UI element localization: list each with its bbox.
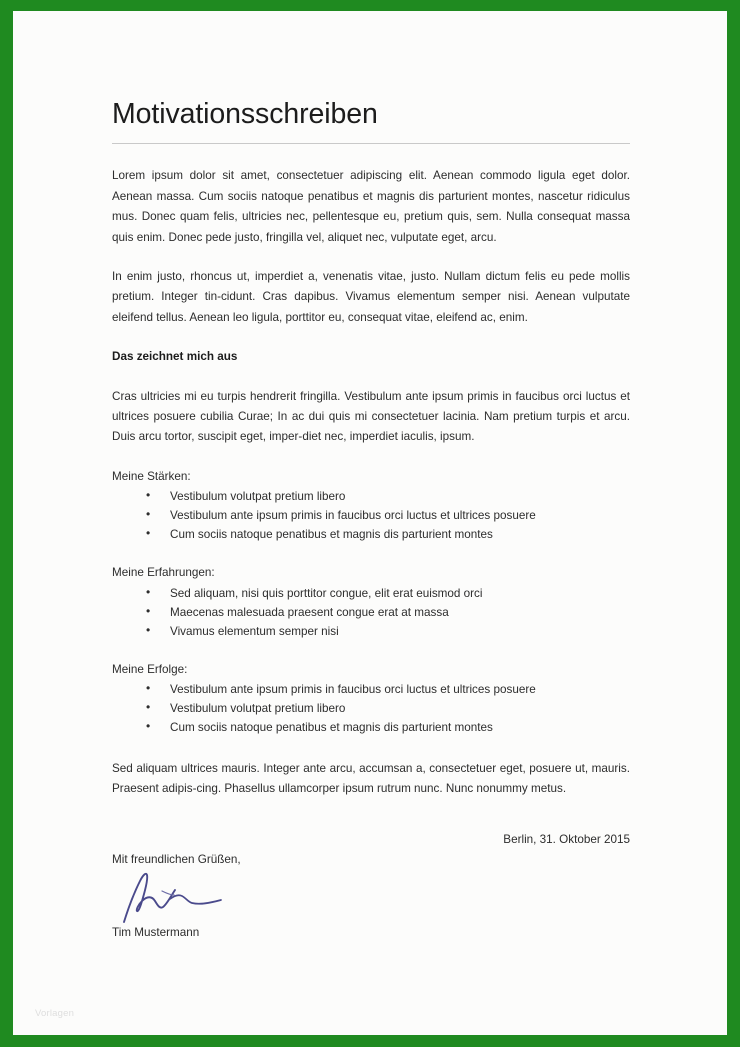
page-title: Motivationsschreiben bbox=[112, 98, 378, 130]
document-content bbox=[112, 99, 630, 941]
list-staerken bbox=[112, 487, 630, 544]
handwritten-signature-icon bbox=[118, 869, 238, 925]
body-paragraph-1: Cras ultricies mi eu turpis hendrerit fringilla. Vestibulum ante ipsum primis in faucibus orci luctus et ultrices posuere cubilia Curae; In ac dui quis mi consectetuer lacinia. Nam pretium turpis et arcu. Duis arcu tortor, suscipit eget, imper-diet nec, imperdiet iaculis, ipsum. bbox=[112, 389, 630, 444]
list-item: • Vivamus elementum semper nisi bbox=[112, 622, 630, 641]
signer-name: Tim Mustermann bbox=[112, 925, 200, 939]
list-item: • Cum sociis natoque penatibus et magnis dis parturient montes bbox=[112, 718, 630, 737]
document-sheet bbox=[13, 11, 727, 1035]
list-label-erfahrungen: Meine Erfahrungen: bbox=[112, 566, 215, 580]
section-heading: Das zeichnet mich aus bbox=[112, 350, 238, 364]
list-item: • Cum sociis natoque penatibus et magnis dis parturient montes bbox=[112, 525, 630, 544]
list-erfahrungen bbox=[112, 584, 630, 641]
intro-paragraph-1: Lorem ipsum dolor sit amet, consectetuer adipiscing elit. Aenean commodo ligula eget dolor. Aenean massa. Cum sociis natoque penatibus et magnis dis parturient montes, nascetur ridiculus mus. Donec quam felis, ultricies nec, pellentesque eu, pretium quis, sem. Nulla consequat massa quis enim. Donec pede justo, fringilla vel, aliquet nec, vulputate eget, arcu. bbox=[112, 169, 630, 244]
list-item: • Vestibulum volutpat pretium libero bbox=[112, 699, 630, 718]
closing-paragraph: Sed aliquam ultrices mauris. Integer ante arcu, accumsan a, consectetuer eget, posuere ut, mauris. Praesent adipis-cing. Phasellus ullamcorper ipsum rutrum nunc. Nunc nonummy metus. bbox=[112, 762, 630, 796]
closing-salutation: Mit freundlichen Grüßen, bbox=[112, 853, 241, 867]
intro-paragraph-2: In enim justo, rhoncus ut, imperdiet a, venenatis vitae, justo. Nullam dictum felis eu pede mollis pretium. Integer tin-cidunt. Cras dapibus. Vivamus elementum semper nisi. Aenean vulputate eleifend tellus. Aenean leo ligula, porttitor eu, consequat vitae, eleifend ac, enim. bbox=[112, 269, 630, 324]
list-label-erfolge: Meine Erfolge: bbox=[112, 662, 188, 676]
watermark-label: Vorlagen bbox=[35, 1008, 75, 1019]
list-item: • Vestibulum volutpat pretium libero bbox=[112, 487, 630, 506]
signature-area bbox=[112, 869, 312, 925]
list-item: • Maecenas malesuada praesent congue erat at massa bbox=[112, 603, 630, 622]
list-erfolge bbox=[112, 680, 630, 737]
list-item: • Vestibulum ante ipsum primis in faucibus orci luctus et ultrices posuere bbox=[112, 680, 630, 699]
list-item: • Vestibulum ante ipsum primis in faucibus orci luctus et ultrices posuere bbox=[112, 506, 630, 525]
date-line: Berlin, 31. Oktober 2015 bbox=[503, 832, 630, 846]
list-label-staerken: Meine Stärken: bbox=[112, 469, 191, 483]
list-item: • Sed aliquam, nisi quis porttitor congue, elit erat euismod orci bbox=[112, 584, 630, 603]
